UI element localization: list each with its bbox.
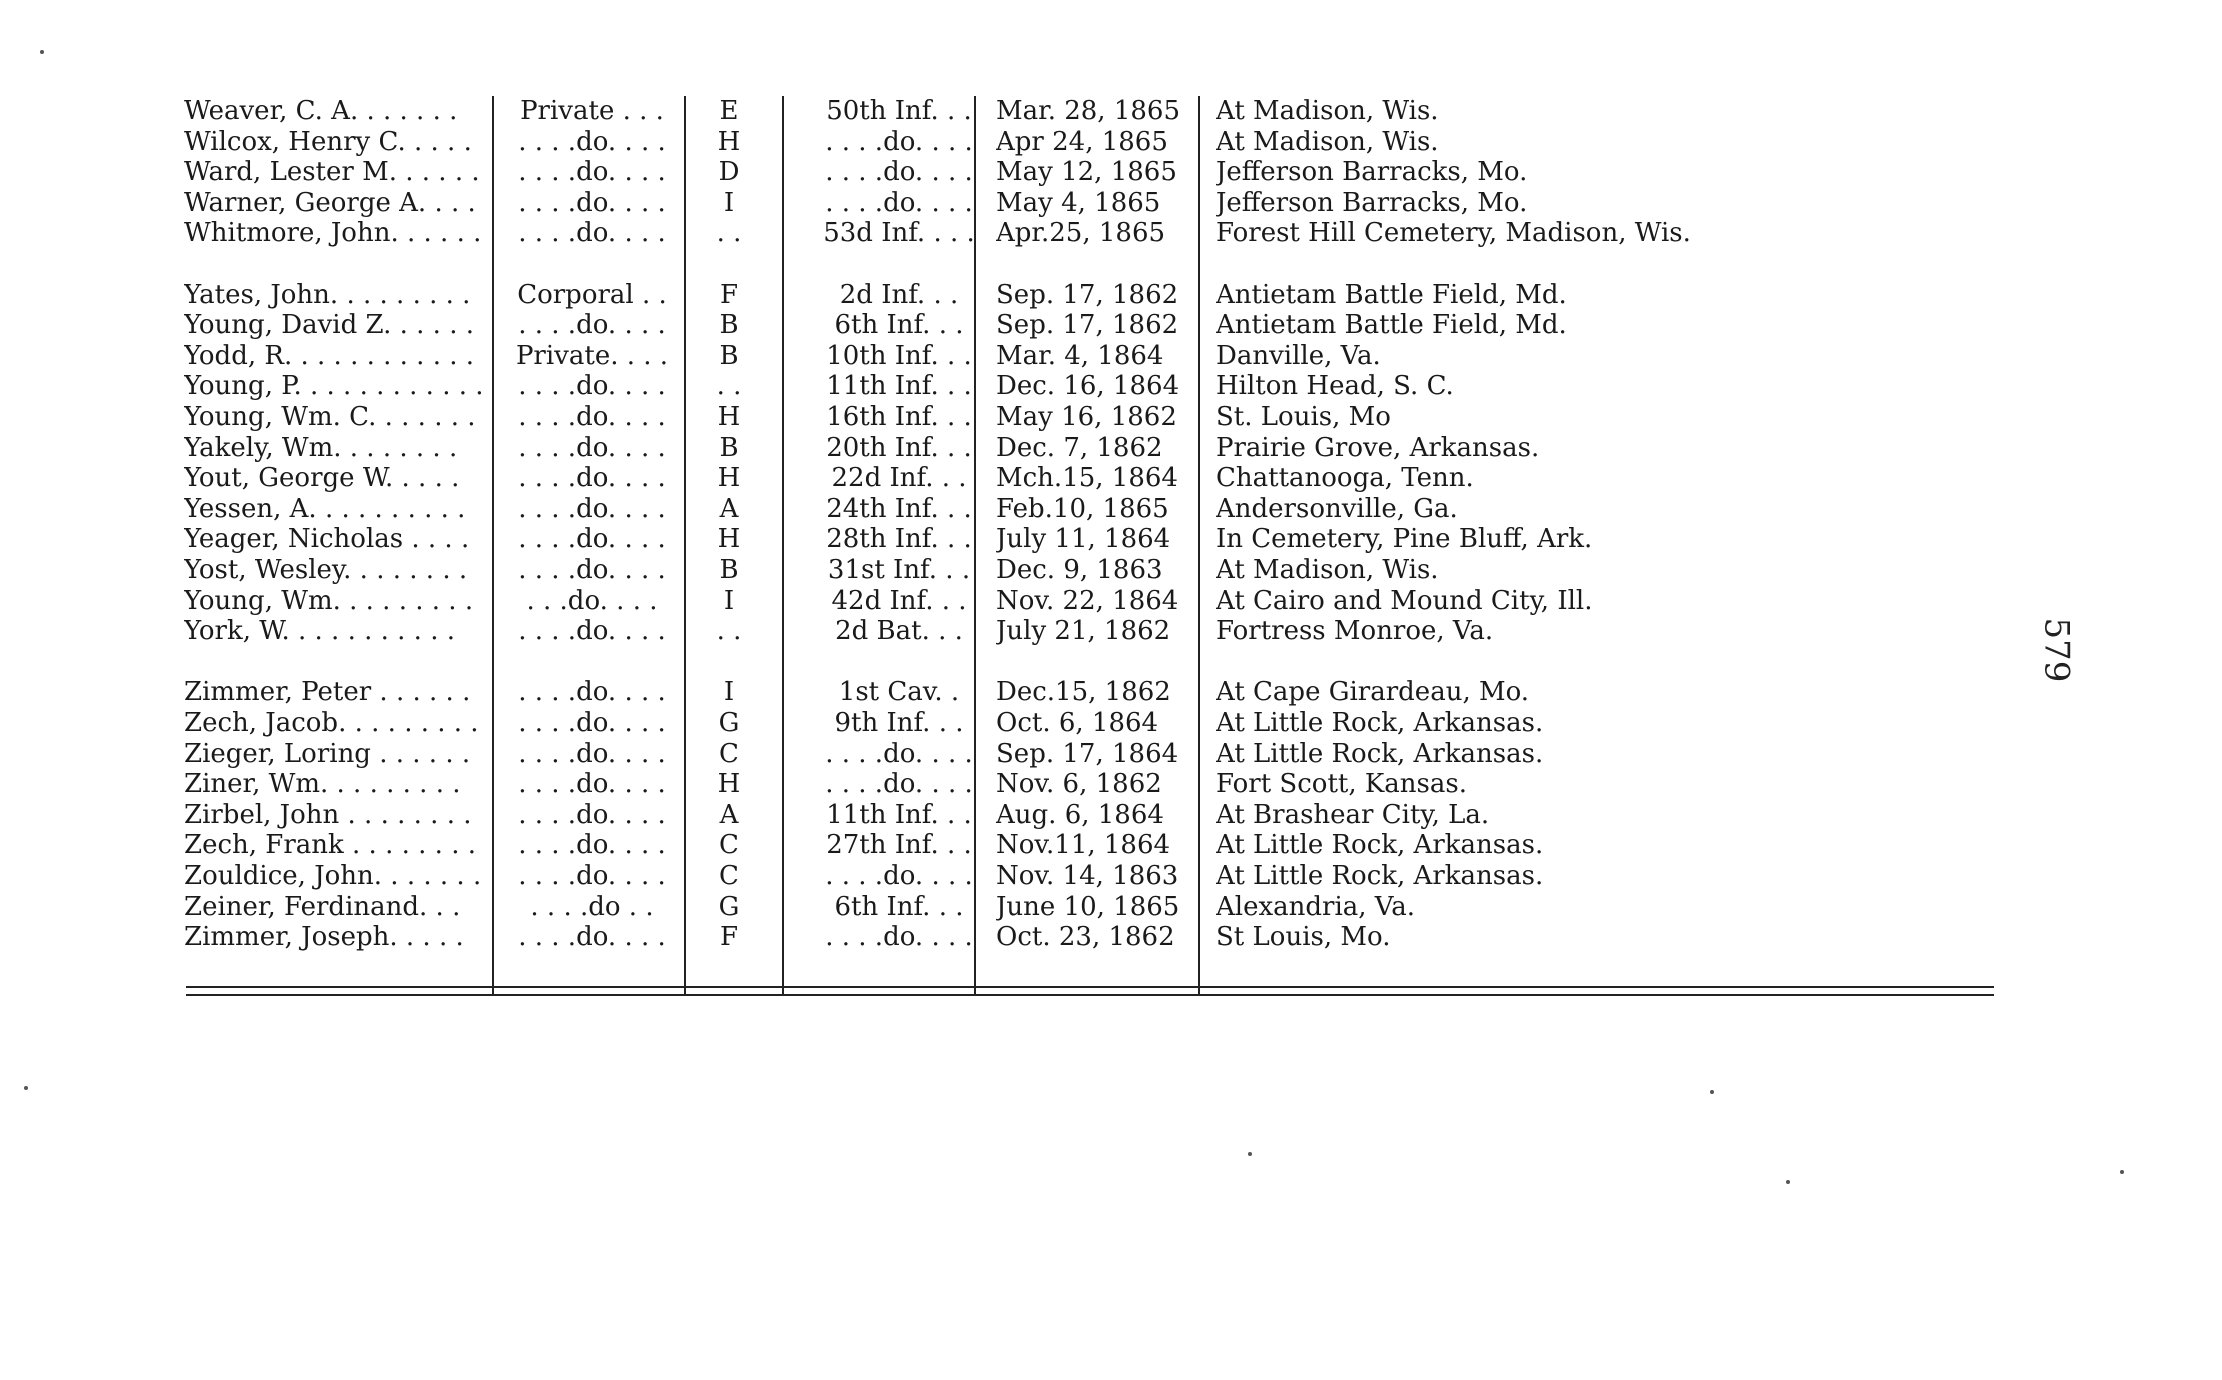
- regiment: 16th Inf. . .: [826, 402, 972, 432]
- place-of-burial: At Madison, Wis.: [1216, 126, 1439, 157]
- company: H: [717, 769, 741, 800]
- rank: . . . .do. . . .: [518, 218, 666, 249]
- soldier-name: Young, Wm. . . . . . . . .: [184, 585, 474, 616]
- table-row: [184, 341, 1994, 372]
- soldier-name: Ziner, Wm. . . . . . . . .: [184, 769, 461, 800]
- soldier-name: Young, Wm. C. . . . . . .: [184, 402, 476, 432]
- rank: . . . .do. . . .: [518, 126, 666, 157]
- date-of-death: Apr 24, 1865: [996, 126, 1168, 157]
- regiment: 9th Inf. . .: [834, 708, 964, 738]
- date-of-death: Nov. 6, 1862: [996, 769, 1162, 800]
- date-of-death: Sep. 17, 1862: [996, 310, 1179, 341]
- company: H: [717, 402, 741, 432]
- company: I: [723, 677, 735, 708]
- regiment: . . . .do. . . .: [825, 126, 973, 157]
- date-of-death: Dec. 9, 1863: [996, 555, 1163, 585]
- regiment: 2d Bat. . .: [835, 616, 963, 647]
- regiment: 24th Inf. . .: [826, 493, 972, 524]
- place-of-burial: Fortress Monroe, Va.: [1216, 616, 1494, 647]
- company: F: [719, 922, 739, 953]
- regiment: . . . .do. . . .: [825, 187, 973, 218]
- table-row: [184, 892, 1994, 923]
- table-row: [184, 555, 1994, 586]
- soldier-name: York, W. . . . . . . . . . .: [184, 616, 456, 647]
- regiment: 2d Inf. . .: [839, 279, 959, 310]
- place-of-burial: At Little Rock, Arkansas.: [1216, 708, 1544, 738]
- table-row: [184, 830, 1994, 861]
- date-of-death: Sep. 17, 1862: [996, 279, 1179, 310]
- scan-speck: [24, 1086, 28, 1090]
- date-of-death: July 11, 1864: [996, 524, 1171, 555]
- soldier-name: Ward, Lester M. . . . . .: [184, 157, 480, 188]
- place-of-burial: At Cairo and Mound City, Ill.: [1216, 585, 1593, 616]
- company: H: [717, 126, 741, 157]
- table-row: [184, 371, 1994, 402]
- place-of-burial: Chattanooga, Tenn.: [1216, 463, 1474, 494]
- date-of-death: Nov.11, 1864: [996, 830, 1171, 861]
- rank: . . . .do. . . .: [518, 402, 666, 432]
- rank: . . . .do. . . .: [518, 677, 666, 708]
- soldier-name: Whitmore, John. . . . . .: [184, 218, 482, 249]
- soldier-name: Yodd, R. . . . . . . . . . . .: [184, 340, 475, 371]
- date-of-death: Nov. 22, 1864: [996, 585, 1179, 616]
- date-of-death: Aug. 6, 1864: [996, 799, 1164, 830]
- rank: . . . .do. . . .: [518, 799, 666, 830]
- table-row: [184, 96, 1994, 127]
- soldier-name: Zouldice, John. . . . . . .: [184, 861, 482, 891]
- company: E: [719, 96, 739, 126]
- soldier-name: Warner, George A. . . .: [184, 187, 476, 218]
- regiment: . . . .do. . . .: [825, 861, 973, 891]
- place-of-burial: Danville, Va.: [1216, 340, 1381, 371]
- table-row: [184, 922, 1994, 953]
- table-row: [184, 708, 1994, 739]
- regiment: 20th Inf. . .: [826, 432, 972, 463]
- place-of-burial: At Little Rock, Arkansas.: [1216, 861, 1544, 891]
- regiment: 42d Inf. . .: [831, 585, 967, 616]
- company: . .: [716, 616, 742, 647]
- rank: . . . .do. . . .: [518, 371, 666, 402]
- rank: . . . .do. . . .: [518, 157, 666, 188]
- place-of-burial: St Louis, Mo.: [1216, 922, 1391, 953]
- company: . .: [716, 218, 742, 249]
- soldier-name: Young, P. . . . . . . . . . . .: [184, 371, 484, 402]
- place-of-burial: Forest Hill Cemetery, Madison, Wis.: [1216, 218, 1691, 249]
- table-row: [184, 494, 1994, 525]
- place-of-burial: At Little Rock, Arkansas.: [1216, 830, 1544, 861]
- rank: Corporal . .: [517, 279, 667, 310]
- table-row: [184, 433, 1994, 464]
- table-row: [184, 127, 1994, 158]
- company: A: [719, 799, 739, 830]
- company: F: [719, 279, 739, 310]
- scan-speck: [40, 50, 44, 54]
- soldier-name: Zeiner, Ferdinand. . .: [184, 891, 461, 922]
- soldier-name: Zech, Frank . . . . . . . .: [184, 830, 476, 861]
- date-of-death: May 12, 1865: [996, 157, 1177, 188]
- soldier-name: Zieger, Loring . . . . . .: [184, 738, 471, 769]
- date-of-death: Nov. 14, 1863: [996, 861, 1179, 891]
- soldier-name: Yout, George W. . . . .: [184, 463, 460, 494]
- date-of-death: Mar. 28, 1865: [996, 96, 1181, 126]
- soldier-name: Yakely, Wm. . . . . . . .: [184, 432, 458, 463]
- table-row: [184, 677, 1994, 708]
- rank: . . . .do. . . .: [518, 555, 666, 585]
- table-row: [184, 463, 1994, 494]
- company: C: [719, 830, 739, 861]
- rank: Private. . . .: [515, 340, 669, 371]
- table-row: [184, 157, 1994, 188]
- company: B: [719, 432, 739, 463]
- regiment: 11th Inf. . .: [826, 799, 972, 830]
- date-of-death: Dec.15, 1862: [996, 677, 1171, 708]
- regiment: . . . .do. . . .: [825, 157, 973, 188]
- date-of-death: Dec. 7, 1862: [996, 432, 1163, 463]
- table-row: [184, 310, 1994, 341]
- place-of-burial: Jefferson Barracks, Mo.: [1216, 187, 1528, 218]
- company: B: [719, 340, 739, 371]
- rank: . . . .do. . . .: [518, 463, 666, 494]
- page-number: 579: [2036, 617, 2077, 683]
- regiment: 6th Inf. . .: [834, 310, 964, 341]
- rank: . . . .do. . . .: [518, 432, 666, 463]
- company: H: [717, 463, 741, 494]
- rank: . . . .do. . . .: [518, 493, 666, 524]
- table-row: [184, 280, 1994, 311]
- table-row: [184, 586, 1994, 617]
- table-row: [184, 524, 1994, 555]
- date-of-death: Apr.25, 1865: [996, 218, 1166, 249]
- table-row: [184, 188, 1994, 219]
- rank: . . . .do. . . .: [518, 769, 666, 800]
- regiment: . . . .do. . . .: [825, 738, 973, 769]
- place-of-burial: At Brashear City, La.: [1216, 799, 1490, 830]
- scan-speck: [1710, 1090, 1714, 1094]
- place-of-burial: Fort Scott, Kansas.: [1216, 769, 1467, 800]
- company: I: [723, 187, 735, 218]
- rank: . . . .do. . . .: [518, 524, 666, 555]
- bottom-rule-lower: [186, 994, 1994, 996]
- place-of-burial: At Madison, Wis.: [1216, 555, 1439, 585]
- regiment: 10th Inf. . .: [826, 340, 972, 371]
- table-row: [184, 769, 1994, 800]
- soldier-name: Yost, Wesley. . . . . . . .: [184, 555, 468, 585]
- regiment: 50th Inf. . .: [826, 96, 972, 126]
- soldier-name: Yeager, Nicholas . . . .: [184, 524, 470, 555]
- company: C: [719, 738, 739, 769]
- regiment: 28th Inf. . .: [826, 524, 972, 555]
- rank: . . . .do. . . .: [518, 861, 666, 891]
- regiment: 53d Inf. . . .: [823, 218, 975, 249]
- table-row: [184, 616, 1994, 647]
- date-of-death: June 10, 1865: [996, 891, 1180, 922]
- rank: . . . .do. . . .: [518, 922, 666, 953]
- regiment: 22d Inf. . .: [831, 463, 967, 494]
- regiment: 31st Inf. . .: [827, 555, 971, 585]
- regiment: . . . .do. . . .: [825, 922, 973, 953]
- rank: . . . .do. . . .: [518, 830, 666, 861]
- place-of-burial: Prairie Grove, Arkansas.: [1216, 432, 1540, 463]
- scan-speck: [2120, 1170, 2124, 1174]
- soldier-name: Zimmer, Peter . . . . . .: [184, 677, 471, 708]
- date-of-death: Feb.10, 1865: [996, 493, 1169, 524]
- rank: . . . .do. . . .: [518, 310, 666, 341]
- date-of-death: Mar. 4, 1864: [996, 340, 1164, 371]
- soldier-name: Yates, John. . . . . . . . .: [184, 279, 471, 310]
- company: I: [723, 585, 735, 616]
- regiment: 6th Inf. . .: [834, 891, 964, 922]
- bottom-rule-upper: [186, 986, 1994, 988]
- date-of-death: Oct. 23, 1862: [996, 922, 1175, 953]
- roster-table: [184, 96, 1994, 996]
- soldier-name: Weaver, C. A. . . . . . .: [184, 96, 458, 126]
- regiment: . . . .do. . . .: [825, 769, 973, 800]
- rank: . . . .do. . . .: [518, 187, 666, 218]
- rank: . . . .do. . . .: [518, 616, 666, 647]
- company: D: [718, 157, 740, 188]
- place-of-burial: At Madison, Wis.: [1216, 96, 1439, 126]
- date-of-death: July 21, 1862: [996, 616, 1171, 647]
- soldier-name: Zimmer, Joseph. . . . .: [184, 922, 464, 953]
- scan-speck: [1248, 1152, 1252, 1156]
- rank: . . .do. . . .: [526, 585, 658, 616]
- rank: . . . .do. . . .: [518, 708, 666, 738]
- table-row: [184, 218, 1994, 249]
- date-of-death: Mch.15, 1864: [996, 463, 1178, 494]
- company: B: [719, 555, 739, 585]
- company: G: [718, 708, 740, 738]
- soldier-name: Zirbel, John . . . . . . . .: [184, 799, 472, 830]
- table-row: [184, 739, 1994, 770]
- place-of-burial: Jefferson Barracks, Mo.: [1216, 157, 1528, 188]
- rank: . . . .do. . . .: [518, 738, 666, 769]
- table-row: [184, 861, 1994, 892]
- place-of-burial: Antietam Battle Field, Md.: [1216, 279, 1567, 310]
- place-of-burial: At Cape Girardeau, Mo.: [1216, 677, 1530, 708]
- place-of-burial: In Cemetery, Pine Bluff, Ark.: [1216, 524, 1593, 555]
- table-row: [184, 402, 1994, 433]
- place-of-burial: St. Louis, Mo: [1216, 402, 1391, 432]
- rank: Private . . .: [520, 96, 664, 126]
- date-of-death: May 4, 1865: [996, 187, 1161, 218]
- company: G: [718, 891, 740, 922]
- place-of-burial: Andersonville, Ga.: [1216, 493, 1458, 524]
- date-of-death: Dec. 16, 1864: [996, 371, 1180, 402]
- company: C: [719, 861, 739, 891]
- company: . .: [716, 371, 742, 402]
- soldier-name: Young, David Z. . . . . .: [184, 310, 474, 341]
- table-row: [184, 800, 1994, 831]
- place-of-burial: Hilton Head, S. C.: [1216, 371, 1454, 402]
- date-of-death: Oct. 6, 1864: [996, 708, 1159, 738]
- company: A: [719, 493, 739, 524]
- rank: . . . .do . .: [530, 891, 654, 922]
- scan-speck: [1786, 1180, 1790, 1184]
- place-of-burial: Antietam Battle Field, Md.: [1216, 310, 1567, 341]
- regiment: 11th Inf. . .: [826, 371, 972, 402]
- place-of-burial: At Little Rock, Arkansas.: [1216, 738, 1544, 769]
- date-of-death: May 16, 1862: [996, 402, 1177, 432]
- date-of-death: Sep. 17, 1864: [996, 738, 1179, 769]
- place-of-burial: Alexandria, Va.: [1216, 891, 1415, 922]
- soldier-name: Wilcox, Henry C. . . . .: [184, 126, 472, 157]
- soldier-name: Zech, Jacob. . . . . . . . .: [184, 708, 479, 738]
- company: B: [719, 310, 739, 341]
- company: H: [717, 524, 741, 555]
- soldier-name: Yessen, A. . . . . . . . . .: [184, 493, 466, 524]
- regiment: 1st Cav. .: [838, 677, 960, 708]
- regiment: 27th Inf. . .: [826, 830, 972, 861]
